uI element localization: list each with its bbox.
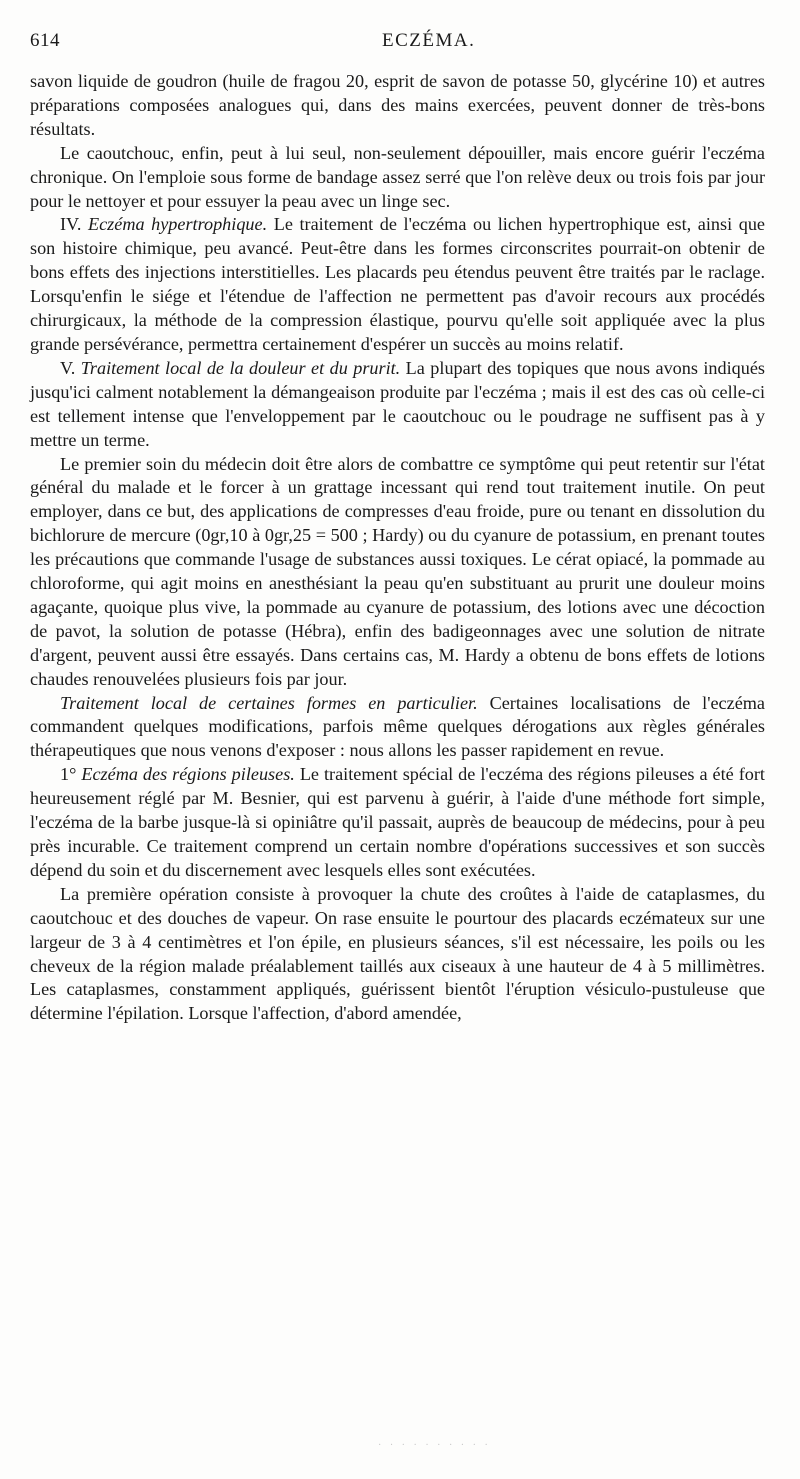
paragraph-regions-pileuses [30,763,765,883]
print-noise-marks: · · · · · · · · · · [378,1440,491,1451]
paragraph-section-v [30,357,765,453]
section-number: 1° [60,764,82,785]
section-title: Eczéma des régions pileuses. [81,764,295,785]
paragraph-text: La première opération consiste à provoquer la chute des croûtes à l'aide de cataplasmes, du caoutchouc et des douches de vapeur. On rase ensuite le pourtour des placards eczémateux sur une largeur de 3 à 4 centimètres et l'on épile, en plusieurs séances, s'il est nécessaire, les poils ou les cheveux de la région malade préalablement taillés aux ciseaux à une hauteur de 4 à 5 millimètres. Les cataplasmes, constamment appliqués, guérissent bientôt l'éruption vésiculo-pustuleuse que détermine l'épilation. Lorsque l'affection, d'abord amendée, [30,883,765,1024]
paragraph-text: Le caoutchouc, enfin, peut à lui seul, non-seulement dépouiller, mais encore guérir l'eczéma chronique. On l'emploie sous forme de bandage assez serré que l'on relève deux ou trois fois par jour pour le nettoyer et pour essuyer la peau avec un linge sec. [30,142,765,211]
page-number: 614 [30,30,60,51]
paragraph-section-iv [30,213,765,356]
paragraph-caoutchouc [30,142,765,214]
paragraph-text: Certaines localisations de l'eczéma commandent quelques modifications, parfois même quelques dérogations aux règles générales thérapeutiques que nous venons d'exposer : nous allons les passer rapidement en revue. [30,692,765,761]
paragraph-premier-soin [30,453,765,692]
section-number: IV. [60,214,88,235]
paragraph-text: Le traitement de l'eczéma ou lichen hypertrophique est, ainsi que son histoire chimique, peu avancé. Peut-être dans les formes circonscrites pourrait-on obtenir de bons effets des injections interstitielles. Les placards peu étendus peuvent être traités par le raclage. Lorsqu'enfin le siége et l'étendue de l'affection ne permettent pas d'avoir recours aux procédés chirurgicaux, la méthode de la compression élastique, pourvu qu'elle soit appliquée avec la plus grande persévérance, permettra certainement d'espérer un succès au moins relatif. [30,214,765,354]
paragraph-text: Le traitement spécial de l'eczéma des régions pileuses a été fort heureusement réglé par M. Besnier, qui est parvenu à guérir, à l'aide d'une méthode fort simple, l'eczéma de la barbe jusque-là si opiniâtre qu'il passait, auprès de beaucoup de médecins, pour à peu près incurable. Ce traitement comprend un certain nombre d'opérations successives et son succès dépend du soin et du discernement avec lesquels elles sont exécutées. [30,764,765,880]
section-number: V. [60,357,81,378]
page-header [30,30,765,56]
section-title: Traitement local de certaines formes en particulier. [60,692,478,713]
body-text [30,70,765,1026]
running-head: ECZÉMA. [382,30,476,51]
paragraph-formes-particulieres [30,692,765,764]
section-title: Traitement local de la douleur et du prurit. [80,357,401,378]
paragraph-continuation [30,70,765,142]
paragraph-text: La plupart des topiques que nous avons indiqués jusqu'ici calment notablement la démangeaison produite par l'eczéma ; mais il est des cas où celle-ci est tellement intense que l'enveloppement par le caoutchouc ou le poudrage ne suffisent pas à y mettre un terme. [30,357,765,450]
section-title: Eczéma hypertrophique. [87,214,268,235]
paragraph-text: Le premier soin du médecin doit être alors de combattre ce symptôme qui peut retentir sur l'état général du malade et le forcer à un grattage incessant qui rend tout traitement inutile. On peut employer, dans ce but, des applications de compresses d'eau froide, pure ou tenant en dissolution du bichlorure de mercure (0gr,10 à 0gr,25 = 500 ; Hardy) ou du cyanure de potassium, en prenant toutes les précautions que commande l'usage de substances aussi toxiques. Le cérat opiacé, la pommade au chloroforme, qui agit moins en anesthésiant la peau qu'en substituant au prurit une douleur moins agaçante, quoique plus vive, la pommade au cyanure de potassium, des lotions avec une décoction de pavot, la solution de potasse (Hébra), enfin des badigeonnages avec une solution de nitrate d'argent, peuvent aussi être essayés. Dans certains cas, M. Hardy a obtenu de bons effets de lotions chaudes renouvelées plusieurs fois par jour. [30,453,765,689]
paragraph-premiere-operation [30,883,765,1026]
paragraph-text: savon liquide de goudron (huile de fragou 20, esprit de savon de potasse 50, glycérine 10) et autres préparations composées analogues qui, dans des mains exercées, peuvent donner de très-bons résultats. [30,71,765,139]
